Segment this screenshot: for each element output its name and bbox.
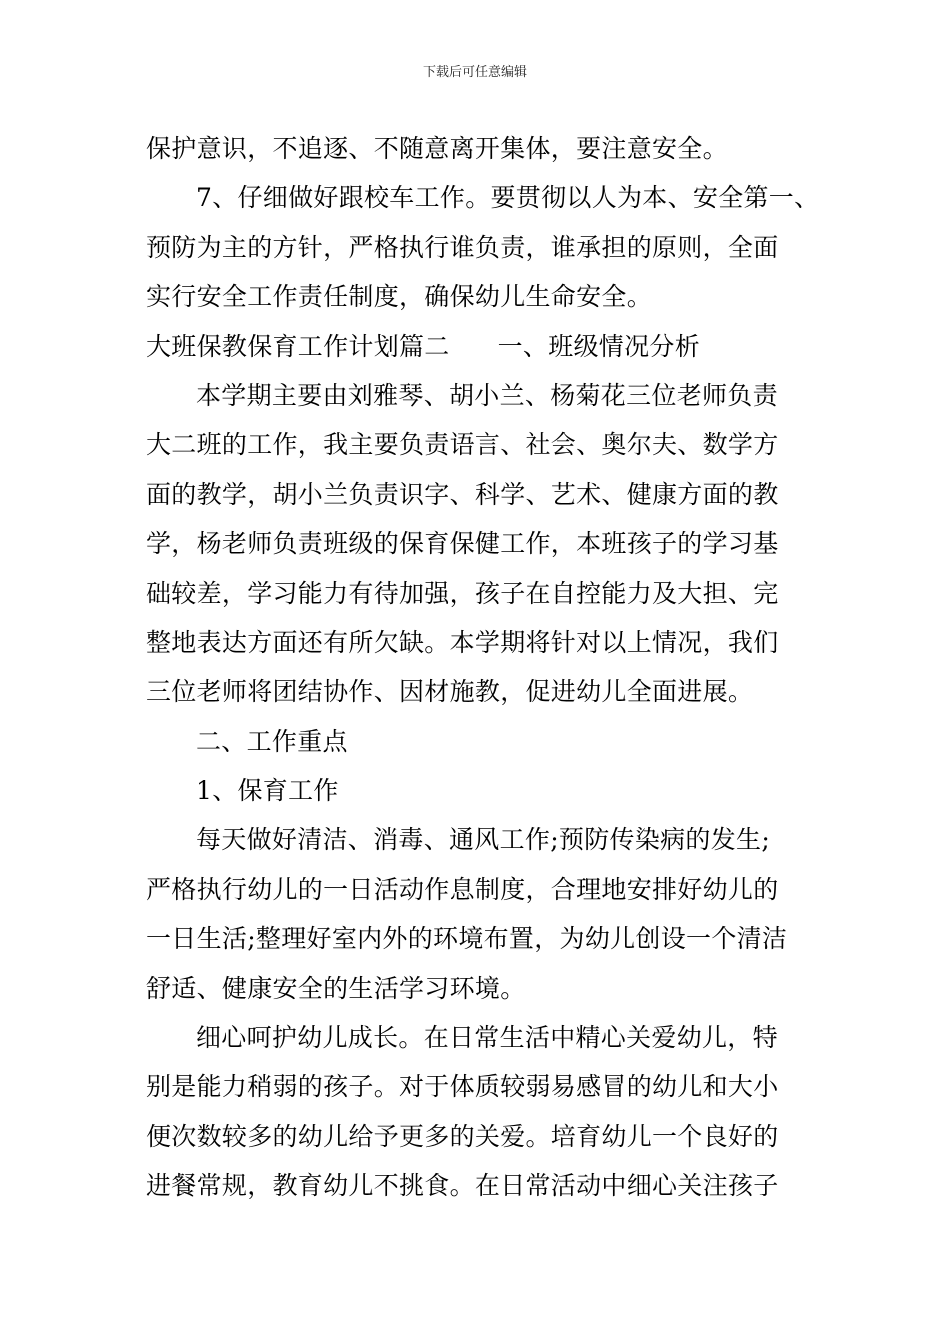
paragraph-line: 学，杨老师负责班级的保育保健工作，本班孩子的学习基 <box>146 529 779 559</box>
page-header: 下载后可任意编辑 <box>422 65 527 80</box>
paragraph-line: 舒适、健康安全的生活学习环境。 <box>146 973 526 1003</box>
document-body <box>146 124 836 1211</box>
paragraph-line: 预防为主的方针，严格执行谁负责，谁承担的原则，全面 <box>146 232 779 262</box>
paragraph-line: 实行安全工作责任制度，确保幼儿生命安全。 <box>146 282 653 312</box>
paragraph-line: 保护意识，不追逐、不随意离开集体，要注意安全。 <box>146 134 728 163</box>
paragraph-line: 本学期主要由刘雅琴、胡小兰、杨菊花三位老师负责 <box>196 380 778 410</box>
paragraph-line: 细心呵护幼儿成长。在日常生活中精心关爱幼儿，特 <box>196 1023 778 1053</box>
paragraph-line: 整地表达方面还有所欠缺。本学期将针对以上情况，我们 <box>146 627 779 657</box>
paragraph-line: 严格执行幼儿的一日活动作息制度，合理地安排好幼儿的 <box>146 874 779 904</box>
paragraph-line: 每天做好清洁、消毒、通风工作;预防传染病的发生; <box>196 825 771 855</box>
subsection-title: 一、班级情况分析 <box>497 331 701 361</box>
section-title: 大班保教保育工作计划篇二 <box>146 331 450 361</box>
paragraph-line: 7、仔细做好跟校车工作。要贯彻以人为本、安全第一、 <box>196 183 820 213</box>
paragraph-line: 础较差，学习能力有待加强，孩子在自控能力及大担、完 <box>146 578 779 608</box>
heading-line: 二、工作重点 <box>196 726 348 756</box>
paragraph-line: 三位老师将团结协作、因材施教，促进幼儿全面进展。 <box>146 677 754 707</box>
paragraph-line: 别是能力稍弱的孩子。对于体质较弱易感冒的幼儿和大小 <box>146 1072 779 1102</box>
heading-line: 1、保育工作 <box>196 776 339 806</box>
paragraph-line: 便次数较多的幼儿给予更多的关爱。培育幼儿一个良好的 <box>146 1121 779 1151</box>
paragraph-line: 面的教学，胡小兰负责识字、科学、艺术、健康方面的教 <box>146 479 779 509</box>
paragraph-line: 一日生活;整理好室内外的环境布置，为幼儿创设一个清洁 <box>146 924 788 954</box>
paragraph-line: 大二班的工作，我主要负责语言、社会、奥尔夫、数学方 <box>146 430 779 460</box>
paragraph-line: 进餐常规，教育幼儿不挑食。在日常活动中细心关注孩子 <box>146 1171 779 1201</box>
section-heading-line <box>146 322 836 371</box>
